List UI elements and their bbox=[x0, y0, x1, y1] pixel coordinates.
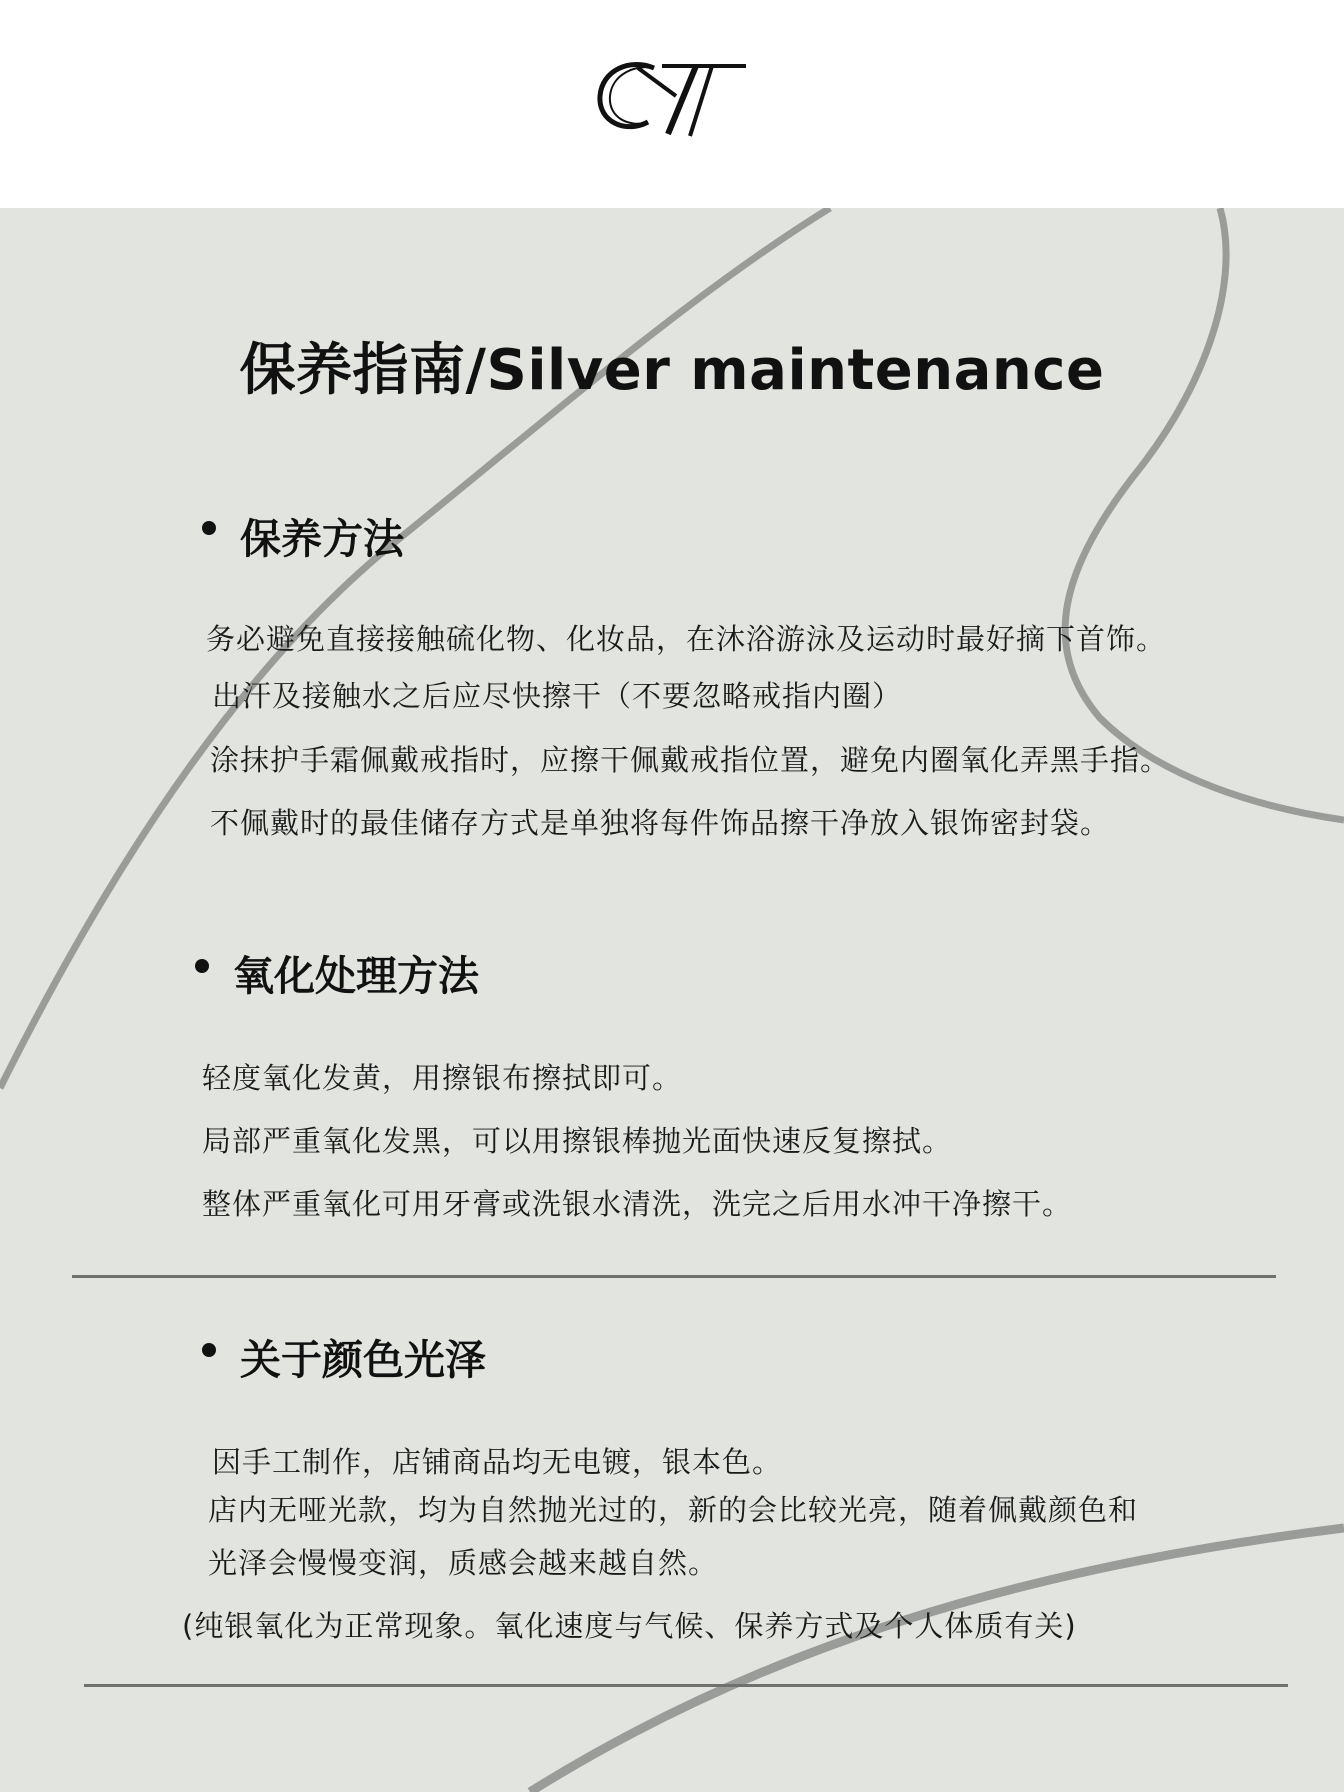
divider bbox=[84, 1684, 1288, 1687]
section-heading-color-luster: 关于颜色光泽 bbox=[240, 1336, 486, 1384]
paragraph-line: 光泽会慢慢变润，质感会越来越自然。 bbox=[208, 1546, 719, 1580]
paragraph-line: 出汗及接触水之后应尽快擦干（不要忽略戒指内圈） bbox=[212, 679, 903, 713]
paragraph-line: 局部严重氧化发黑，可以用擦银棒抛光面快速反复擦拭。 bbox=[202, 1124, 953, 1158]
note-line: (纯银氧化为正常现象。氧化速度与气候、保养方式及个人体质有关) bbox=[182, 1609, 1077, 1643]
bullet-dot bbox=[202, 1343, 216, 1357]
page-title: 保养指南/Silver maintenance bbox=[239, 338, 1105, 403]
brand-logo bbox=[592, 56, 752, 146]
paragraph-line: 店内无哑光款，均为自然抛光过的，新的会比较光亮，随着佩戴颜色和 bbox=[208, 1493, 1139, 1527]
paragraph-line: 涂抹护手霜佩戴戒指时，应擦干佩戴戒指位置，避免内圈氧化弄黑手指。 bbox=[210, 743, 1171, 777]
bullet-dot bbox=[202, 521, 216, 535]
divider bbox=[72, 1275, 1276, 1278]
section-heading-oxidation: 氧化处理方法 bbox=[233, 952, 479, 1000]
section-heading-care-method: 保养方法 bbox=[240, 515, 404, 563]
content-panel bbox=[0, 208, 1344, 1792]
paragraph-line: 因手工制作，店铺商品均无电镀，银本色。 bbox=[212, 1445, 783, 1479]
paragraph-line: 务必避免直接接触硫化物、化妆品，在沐浴游泳及运动时最好摘下首饰。 bbox=[206, 622, 1167, 656]
paragraph-line: 整体严重氧化可用牙膏或洗银水清洗，洗完之后用水冲干净擦干。 bbox=[202, 1187, 1073, 1221]
paragraph-line: 不佩戴时的最佳储存方式是单独将每件饰品擦干净放入银饰密封袋。 bbox=[210, 806, 1111, 840]
bullet-dot bbox=[195, 959, 209, 973]
header bbox=[0, 0, 1344, 208]
paragraph-line: 轻度氧化发黄，用擦银布擦拭即可。 bbox=[202, 1061, 683, 1095]
